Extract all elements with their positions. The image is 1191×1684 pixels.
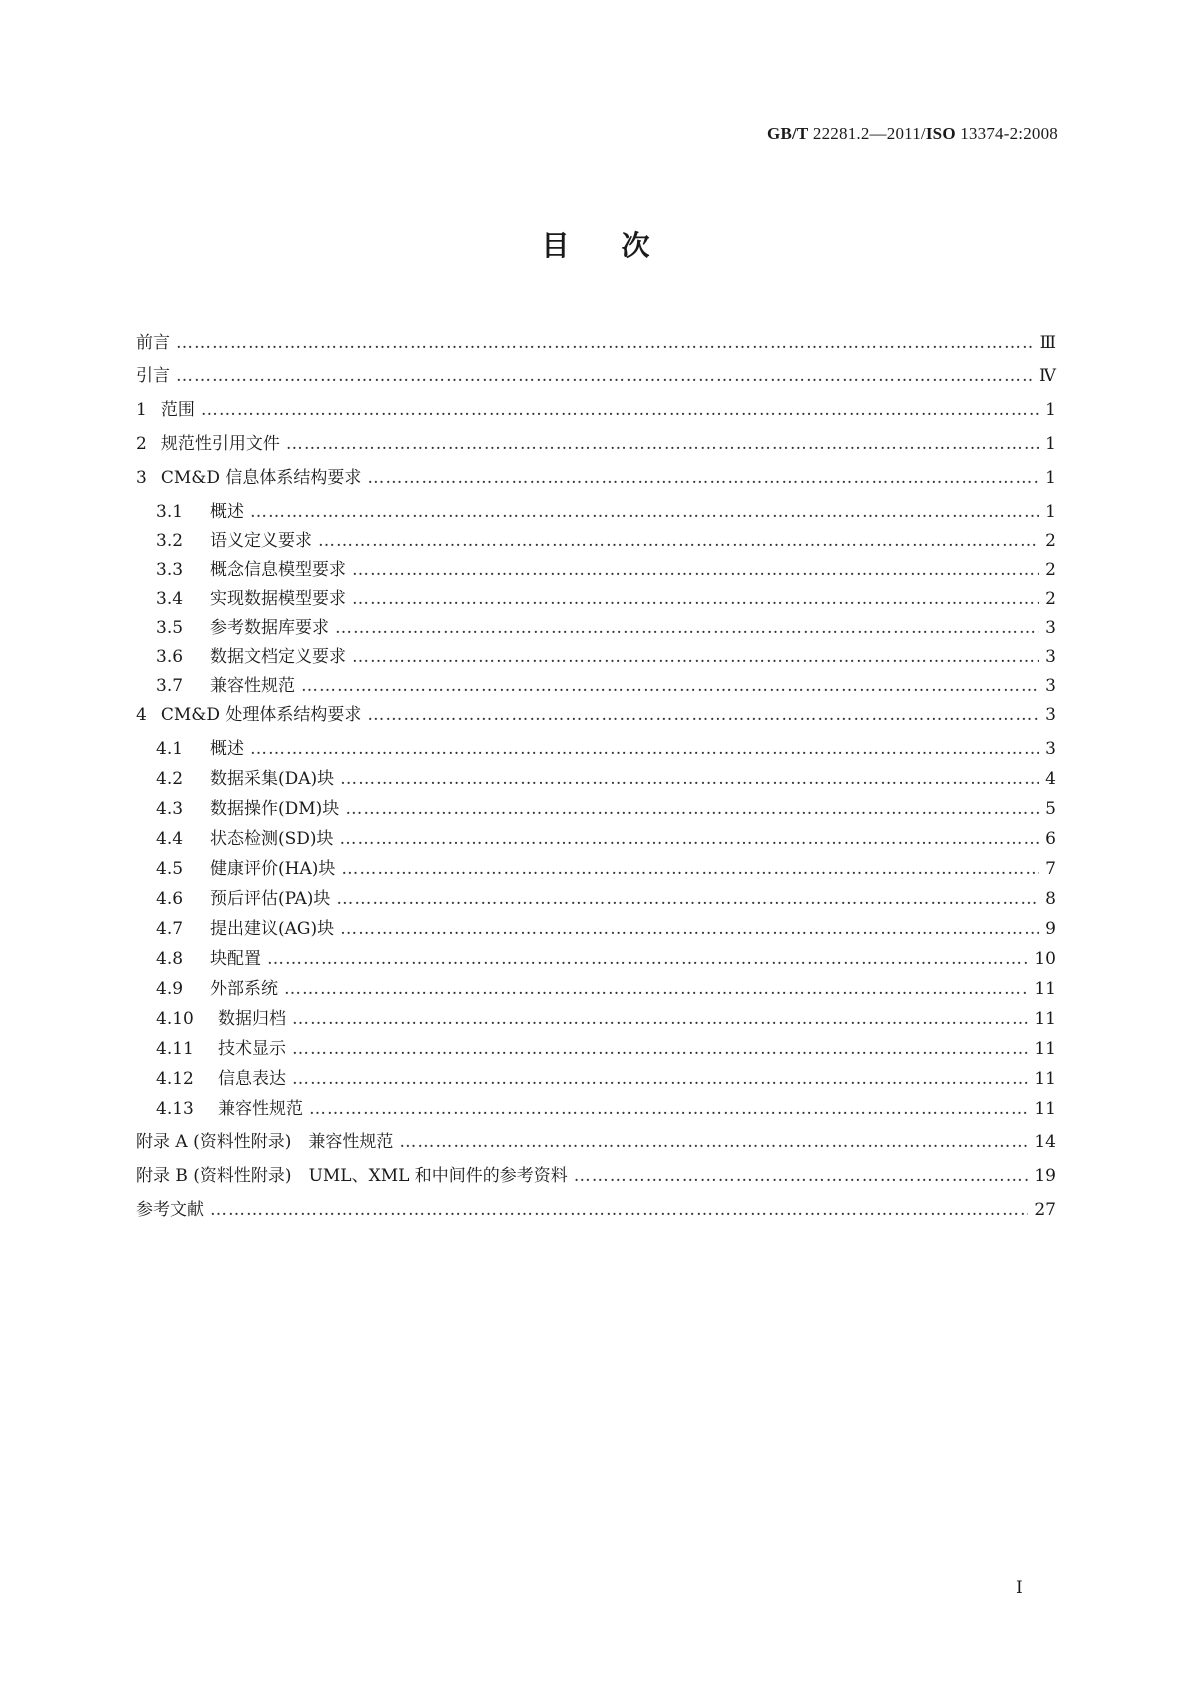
toc-entry-4-10[interactable]: 4.10 数据归档 …………………………………………………………………………………………………………………………………………………………………………………………………………………………………… 11 (156, 1006, 1056, 1032)
toc-entry-3-2[interactable]: 3.2 语义定义要求 …………………………………………………………………………………………………………………………………………………………………………………………………………………………………… 2 (156, 528, 1056, 554)
toc-entry-4-4[interactable]: 4.4 状态检测(SD)块 …………………………………………………………………………………………………………………………………………………………………………………………………………………………………… 6 (156, 826, 1056, 852)
toc-entry-introduction[interactable]: 引言 …………………………………………………………………………………………………………………………………………………………………………………………………………………………………… Ⅳ (136, 363, 1056, 389)
toc-entry-4-1[interactable]: 4.1 概述 …………………………………………………………………………………………………………………………………………………………………………………………………………………………………… 3 (156, 736, 1056, 762)
toc-entry-4-8[interactable]: 4.8 块配置 …………………………………………………………………………………………………………………………………………………………………………………………………………………………………… 10 (156, 946, 1056, 972)
toc-entry-3-7[interactable]: 3.7 兼容性规范 …………………………………………………………………………………………………………………………………………………………………………………………………………………………………… 3 (156, 673, 1056, 699)
toc-entry-3-1[interactable]: 3.1 概述 …………………………………………………………………………………………………………………………………………………………………………………………………………………………………… 1 (156, 499, 1056, 525)
toc-entry-4-3[interactable]: 4.3 数据操作(DM)块 …………………………………………………………………………………………………………………………………………………………………………………………………………………………………… 5 (156, 796, 1056, 822)
standard-number-header: GB/T 22281.2—2011/ISO 13374-2:2008 (767, 124, 1058, 143)
toc-entry-3[interactable]: 3 CM&D 信息体系结构要求 …………………………………………………………………………………………………………………………………………………………………………………………………………………………………… 1 (136, 465, 1056, 491)
page-number: I (1016, 1578, 1023, 1598)
toc-entry-annex-b[interactable]: 附录 B (资料性附录) UML、XML 和中间件的参考资料 …………………………………………………………………………………………………………………………………………………………………………………………………………………………………… 19 (136, 1163, 1056, 1189)
toc-entry-3-4[interactable]: 3.4 实现数据模型要求 …………………………………………………………………………………………………………………………………………………………………………………………………………………………………… 2 (156, 586, 1056, 612)
toc-entry-1[interactable]: 1 范围 …………………………………………………………………………………………………………………………………………………………………………………………………………………………………… 1 (136, 397, 1056, 423)
toc-entry-4-2[interactable]: 4.2 数据采集(DA)块 …………………………………………………………………………………………………………………………………………………………………………………………………………………………………… 4 (156, 766, 1056, 792)
toc-entry-foreword[interactable]: 前言 …………………………………………………………………………………………………………………………………………………………………………………………………………………………………… Ⅲ (136, 330, 1056, 356)
toc-entry-bibliography[interactable]: 参考文献 …………………………………………………………………………………………………………………………………………………………………………………………………………………………………… 27 (136, 1197, 1056, 1223)
toc-entry-4-13[interactable]: 4.13 兼容性规范 …………………………………………………………………………………………………………………………………………………………………………………………………………………………………… 11 (156, 1096, 1056, 1122)
toc-entry-4-5[interactable]: 4.5 健康评价(HA)块 …………………………………………………………………………………………………………………………………………………………………………………………………………………………………… 7 (156, 856, 1056, 882)
toc-entry-3-3[interactable]: 3.3 概念信息模型要求 …………………………………………………………………………………………………………………………………………………………………………………………………………………………………… 2 (156, 557, 1056, 583)
toc-entry-annex-a[interactable]: 附录 A (资料性附录) 兼容性规范 …………………………………………………………………………………………………………………………………………………………………………………………………………………………………… 14 (136, 1129, 1056, 1155)
toc-entry-4[interactable]: 4 CM&D 处理体系结构要求 …………………………………………………………………………………………………………………………………………………………………………………………………………………………………… 3 (136, 702, 1056, 728)
toc-entry-3-6[interactable]: 3.6 数据文档定义要求 …………………………………………………………………………………………………………………………………………………………………………………………………………………………………… 3 (156, 644, 1056, 670)
page-title: 目次 (541, 229, 702, 262)
toc-entry-4-11[interactable]: 4.11 技术显示 …………………………………………………………………………………………………………………………………………………………………………………………………………………………………… 11 (156, 1036, 1056, 1062)
toc-entry-3-5[interactable]: 3.5 参考数据库要求 …………………………………………………………………………………………………………………………………………………………………………………………………………………………………… 3 (156, 615, 1056, 641)
toc-entry-4-9[interactable]: 4.9 外部系统 …………………………………………………………………………………………………………………………………………………………………………………………………………………………………… 11 (156, 976, 1056, 1002)
toc-entry-2[interactable]: 2 规范性引用文件 …………………………………………………………………………………………………………………………………………………………………………………………………………………………………… 1 (136, 431, 1056, 457)
toc-entry-4-7[interactable]: 4.7 提出建议(AG)块 …………………………………………………………………………………………………………………………………………………………………………………………………………………………………… 9 (156, 916, 1056, 942)
toc-entry-4-12[interactable]: 4.12 信息表达 …………………………………………………………………………………………………………………………………………………………………………………………………………………………………… 11 (156, 1066, 1056, 1092)
toc-entry-4-6[interactable]: 4.6 预后评估(PA)块 …………………………………………………………………………………………………………………………………………………………………………………………………………………………………… 8 (156, 886, 1056, 912)
